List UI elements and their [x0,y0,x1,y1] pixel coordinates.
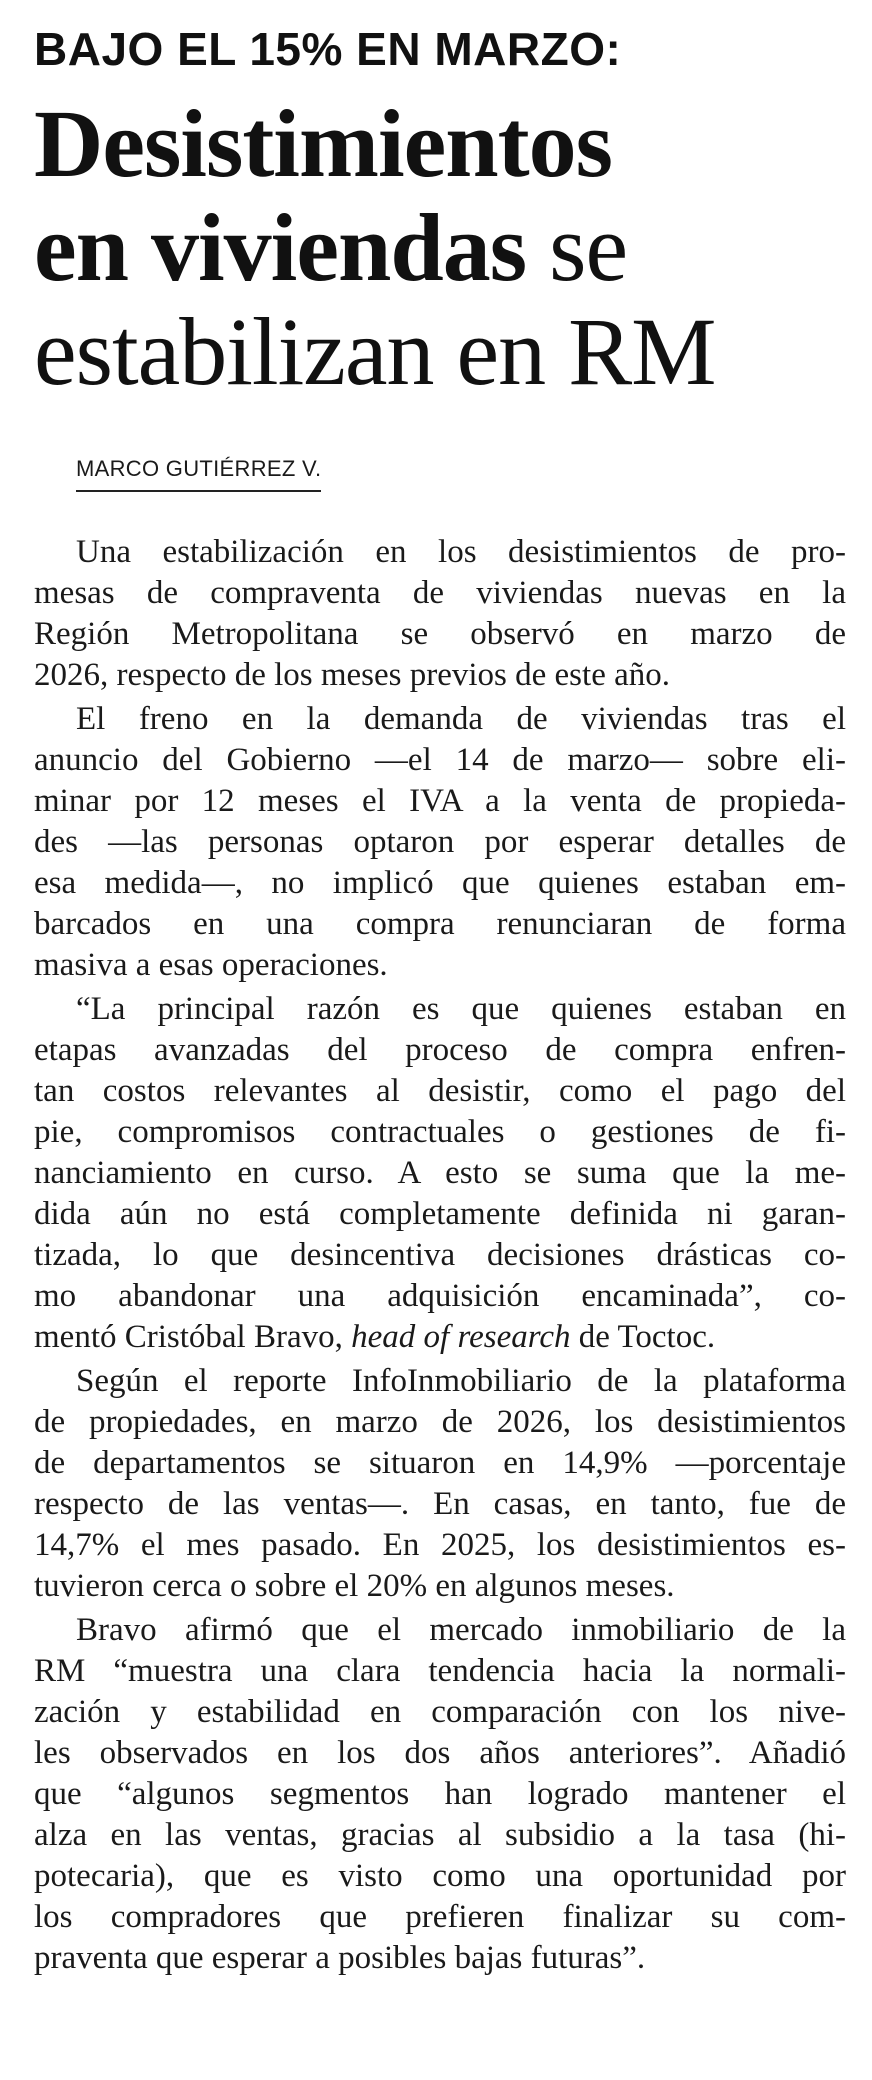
text-line: des —las personas optaron por esperar detalles de [34,824,846,860]
text-line: RM “muestra una clara tendencia hacia la normali- [34,1653,846,1689]
text-line: les observados en los dos años anteriores”. Añadió [34,1735,846,1771]
text-line: “La principal razón es que quienes estaban en [76,991,846,1027]
text-line: 14,7% el mes pasado. En 2025, los desistimientos es- [34,1527,846,1563]
text-line: El freno en la demanda de viviendas tras el [76,701,846,737]
text-line: masiva a esas operaciones. [34,947,388,983]
text-line: de propiedades, en marzo de 2026, los desistimientos [34,1404,846,1440]
text-line: dida aún no está completamente definida ni garan- [34,1196,846,1232]
text-line: zación y estabilidad en comparación con los nive- [34,1694,846,1730]
paragraph-5 [34,1610,846,1979]
text-line: minar por 12 meses el IVA a la venta de propieda- [34,783,846,819]
text-line: Bravo afirmó que el mercado inmobiliario de la [76,1612,846,1648]
text-line: respecto de las ventas—. En casas, en tanto, fue de [34,1486,846,1522]
text-line: nanciamiento en curso. A esto se suma que la me- [34,1155,846,1191]
text-line: mo abandonar una adquisición encaminada”, co- [34,1278,846,1314]
text-line: esa medida—, no implicó que quienes estaban em- [34,865,846,901]
kicker: BAJO EL 15% EN MARZO: [34,23,622,75]
headline [34,92,846,404]
text-line: tuvieron cerca o sobre el 20% en algunos meses. [34,1568,675,1604]
text-line: Según el reporte InfoInmobiliario de la plataforma [76,1363,846,1399]
text-line: 2026, respecto de los meses previos de este año. [34,657,670,693]
text-line: praventa que esperar a posibles bajas futuras”. [34,1940,646,1976]
text-line: potecaria), que es visto como una oportunidad por [34,1858,846,1894]
text-line: mentó Cristóbal Bravo, head of research de Toctoc. [34,1319,716,1355]
headline-line-1: Desistimientos [34,90,612,197]
paragraph-2 [34,699,846,986]
news-article [34,18,846,1982]
paragraph-1 [34,532,846,696]
text-line: de departamentos se situaron en 14,9% —porcentaje [34,1445,846,1481]
paragraph-4 [34,1361,846,1607]
text-line: barcados en una compra renunciaran de forma [34,906,846,942]
headline-line-2: en viviendas se [34,194,628,301]
text-line: que “algunos segmentos han logrado mantener el [34,1776,846,1812]
italic-title: head of research [351,1319,571,1355]
paragraph-3 [34,989,846,1358]
article-body [34,532,846,1979]
text-line: los compradores que prefieren finalizar su com- [34,1899,846,1935]
byline: MARCO GUTIÉRREZ V. [76,454,321,492]
text-line: Región Metropolitana se observó en marzo de [34,616,846,652]
text-line: tan costos relevantes al desistir, como el pago del [34,1073,846,1109]
text-line: mesas de compraventa de viviendas nuevas en la [34,575,846,611]
headline-line-3: estabilizan en RM [34,298,716,405]
text-line: etapas avanzadas del proceso de compra enfren- [34,1032,846,1068]
text-line: Una estabilización en los desistimientos de pro- [76,534,846,570]
text-line: alza en las ventas, gracias al subsidio a la tasa (hi- [34,1817,846,1853]
text-line: tizada, lo que desincentiva decisiones drásticas co- [34,1237,846,1273]
text-line: anuncio del Gobierno —el 14 de marzo— sobre eli- [34,742,846,778]
text-line: pie, compromisos contractuales o gestiones de fi- [34,1114,846,1150]
